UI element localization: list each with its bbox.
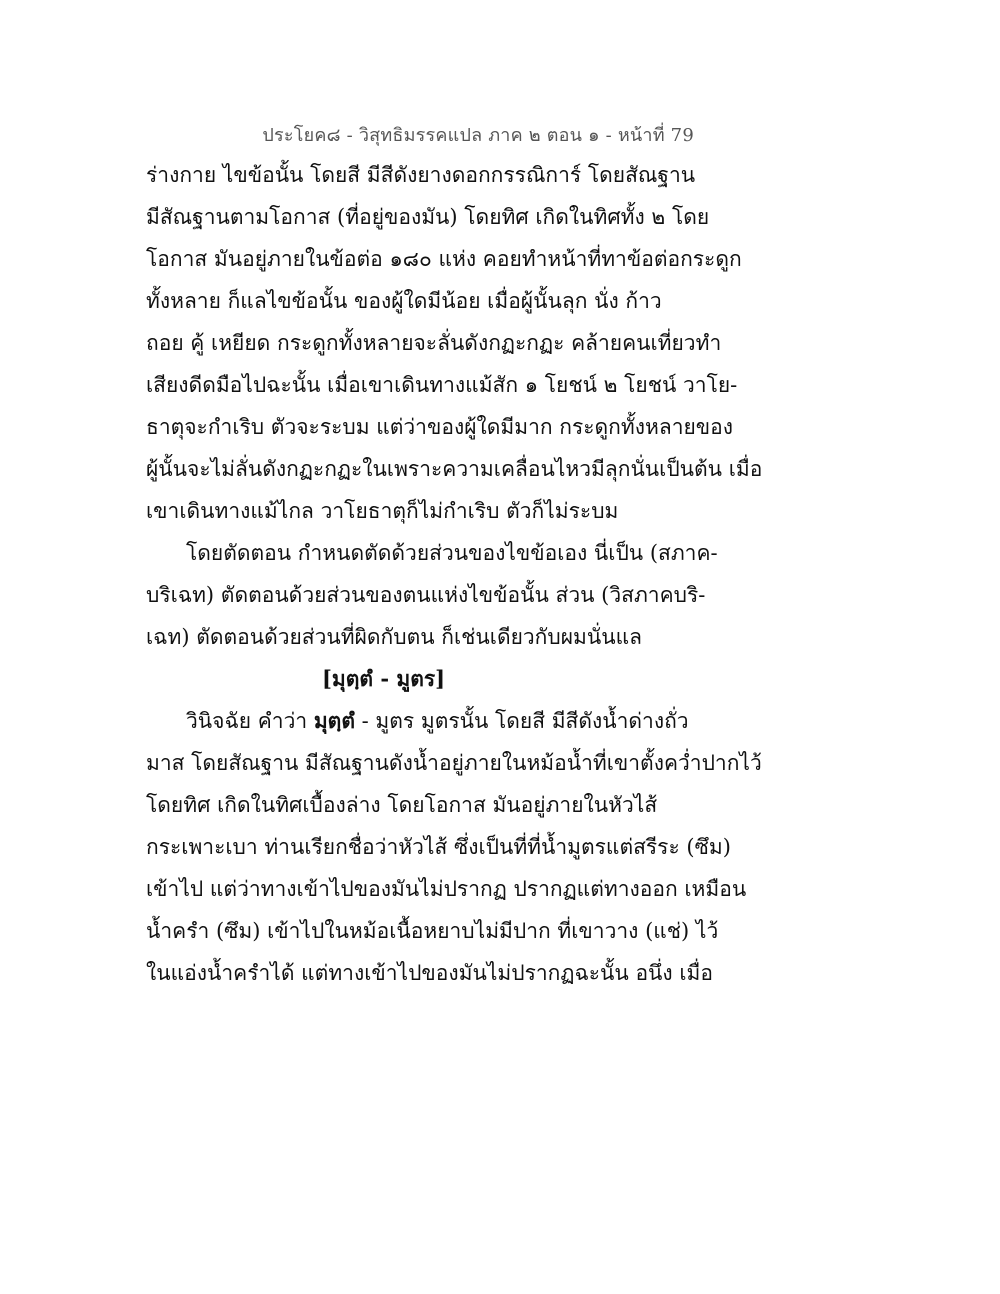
pali-term: มุตฺตํ (313, 708, 355, 733)
text-line: เขาเดินทางแม้ไกล วาโยธาตุก็ไม่กำเริบ ตัวก็ไม่ระบม (146, 499, 619, 523)
text-line: โอกาส มันอยู่ภายในข้อต่อ ๑๘๐ แห่ง คอยทำหน้าที่ทาข้อต่อกระดูก (146, 247, 742, 271)
text-line: โดยตัดตอน กำหนดตัดด้วยส่วนของไขข้อเอง นี่เป็น (สภาค- (186, 541, 718, 565)
text-line: เฉท) ตัดตอนด้วยส่วนที่ผิดกับตน ก็เช่นเดียวกับผมนั่นแล (146, 625, 642, 649)
text-line: น้ำครำ (ซึม) เข้าไปในหม้อเนื้อหยาบไม่มีปาก ที่เขาวาง (แช่) ไว้ (146, 919, 719, 943)
paragraph-synovia-description (146, 154, 763, 532)
text-line: ในแอ่งน้ำครำได้ แต่ทางเข้าไปของมันไม่ปรากฏฉะนั้น อนึ่ง เมื่อ (146, 961, 713, 985)
text-line: เสียงดีดมือไปฉะนั้น เมื่อเขาเดินทางแม้สัก ๑ โยชน์ ๒ โยชน์ วาโย- (146, 373, 738, 397)
text-span: - มูตร มูตรนั้น โดยสี มีสีดังน้ำด่างถั่ว (354, 709, 689, 733)
running-header: ประโยค๘ - วิสุทธิมรรคแปล ภาค ๒ ตอน ๑ - หน้าที่ 79 (262, 125, 694, 146)
text-line: ทั้งหลาย ก็แลไขข้อนั้น ของผู้ใดมีน้อย เมื่อผู้นั้นลุก นั่ง ก้าว (146, 289, 662, 313)
section-heading: [มุตฺตํ - มูตร] (322, 666, 446, 691)
text-line: โดยทิศ เกิดในทิศเบื้องล่าง โดยโอกาส มันอยู่ภายในหัวไส้ (146, 793, 658, 817)
text-line: เข้าไป แต่ว่าทางเข้าไปของมันไม่ปรากฏ ปรากฏแต่ทางออก เหมือน (146, 877, 747, 901)
text-line: มีสัณฐานตามโอกาส (ที่อยู่ของมัน) โดยทิศ เกิดในทิศทั้ง ๒ โดย (146, 205, 710, 229)
text-line: ธาตุจะกำเริบ ตัวจะระบม แต่ว่าของผู้ใดมีมาก กระดูกทั้งหลายของ (146, 415, 734, 439)
paragraph-urine-description (146, 700, 762, 994)
text-span: วินิจฉัย คำว่า (186, 709, 314, 733)
text-line: มาส โดยสัณฐาน มีสัณฐานดังน้ำอยู่ภายในหม้อน้ำที่เขาตั้งคว่ำปากไว้ (146, 751, 762, 775)
text-line: ถอย คู้ เหยียด กระดูกทั้งหลายจะลั่นดังกฏะกฏะ คล้ายคนเที่ยวทำ (146, 331, 722, 355)
text-line: ผู้นั้นจะไม่ลั่นดังกฏะกฏะในเพราะความเคลื่อนไหวมีลุกนั่นเป็นต้น เมื่อ (146, 457, 763, 481)
text-line (146, 700, 716, 742)
text-line: ร่างกาย ไขข้อนั้น โดยสี มีสีดังยางดอกกรรณิการ์ โดยสัณฐาน (146, 163, 696, 187)
body-text (146, 154, 763, 994)
text-line: กระเพาะเบา ท่านเรียกชื่อว่าหัวไส้ ซึ่งเป็นที่ที่น้ำมูตรแต่สรีระ (ซึม) (146, 835, 731, 859)
paragraph-delimitation (146, 532, 716, 658)
text-line: บริเฉท) ตัดตอนด้วยส่วนของตนแห่งไขข้อนั้น ส่วน (วิสภาคบริ- (146, 583, 706, 607)
